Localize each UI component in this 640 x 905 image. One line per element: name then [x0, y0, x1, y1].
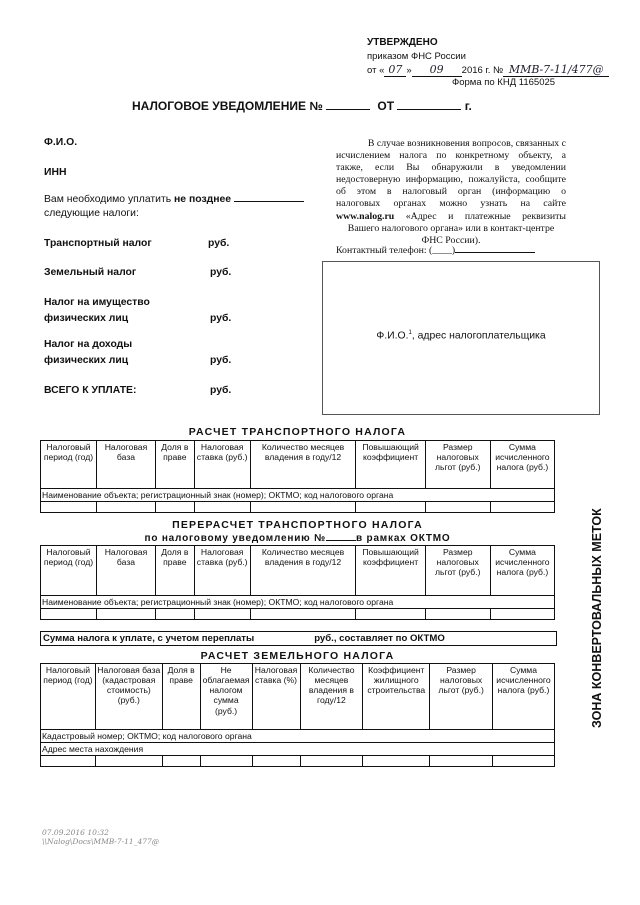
approval-date-line: [367, 63, 609, 77]
transport-h-period: Налоговый период (год): [41, 441, 97, 489]
recalc-h-rate: Налоговая ставка (руб.): [194, 546, 250, 596]
transport-h-base: Налоговая база: [96, 441, 155, 489]
pay-text-a: Вам необходимо уплатить: [44, 194, 172, 205]
transport-object-row: Наименование объекта; регистрационный знак (номер); ОКТМО; код налогового органа: [41, 489, 555, 502]
notice-year-suffix: г.: [464, 99, 472, 113]
land-h-benefits: Размер налоговых льгот (руб.): [430, 664, 493, 730]
transport-h-rate: Налоговая ставка (руб.): [194, 441, 250, 489]
pay-deadline-line: [44, 194, 304, 205]
notice-title-text: НАЛОГОВОЕ УВЕДОМЛЕНИЕ №: [132, 99, 323, 113]
transport-tax-table: [40, 440, 555, 513]
info-line-3: также, если Вы обнаружили в уведомлении: [336, 162, 566, 174]
sum-line-b: руб., составляет по ОКТМО: [314, 633, 445, 644]
inn-label: ИНН: [44, 167, 67, 178]
tax-land-unit: руб.: [210, 267, 232, 278]
info-site: www.nalog.ru: [336, 210, 395, 222]
recalc-tax-table: [40, 545, 555, 620]
land-h-exempt: Не облагаемая налогом сумма (руб.): [200, 664, 252, 730]
overpayment-sum-line: [40, 631, 557, 646]
pay-text-line2: следующие налоги:: [44, 208, 139, 219]
land-h-coef: Коэффициент жилищного строительства: [363, 664, 430, 730]
info-line-7-rest: «Адрес и платежные реквизиты: [405, 210, 566, 222]
info-line-1: В случае возникновения вопросов, связанных с: [367, 138, 566, 149]
recalc-empty-row: [41, 609, 555, 620]
recalc-notice-number-field: [326, 540, 356, 541]
print-stamp-path: \\Nalog\Docs\ММВ-7-11_477@: [42, 837, 160, 846]
land-section-title: РАСЧЕТ ЗЕМЕЛЬНОГО НАЛОГА: [200, 650, 395, 662]
pay-text-b: не позднее: [174, 194, 232, 205]
transport-h-benefits: Размер налоговых льгот (руб.): [425, 441, 490, 489]
tax-property-name: Налог на имущество: [44, 297, 150, 308]
tax-total-name: ВСЕГО К УПЛАТЕ:: [44, 385, 137, 396]
tax-total-unit: руб.: [210, 385, 232, 396]
tax-property-unit: руб.: [210, 313, 232, 324]
approval-day: 07: [384, 63, 406, 77]
notice-number-field: [326, 109, 370, 110]
date-mid: »: [406, 65, 412, 76]
approval-number: ММВ-7-11/477@: [503, 63, 609, 77]
land-h-months: Количество месяцев владения в году/12: [300, 664, 363, 730]
contact-phone-label: Контактный телефон: (____): [336, 245, 456, 256]
recalc-h-base: Налоговая база: [96, 546, 155, 596]
transport-h-months: Количество месяцев владения в году/12: [250, 441, 356, 489]
info-line-5: об этом в налоговый орган (информацию о: [336, 186, 566, 198]
info-line-4: недостоверную информацию, пожалуйста, сообщите: [336, 174, 566, 186]
recalc-object-row: Наименование объекта; регистрационный знак (номер); ОКТМО; код налогового органа: [41, 596, 555, 609]
transport-h-sum: Сумма исчисленного налога (руб.): [490, 441, 554, 489]
info-line-6: налоговых органах можно узнать на сайте: [336, 198, 566, 210]
transport-h-coef: Повышающий коэффициент: [356, 441, 425, 489]
recalc-section-title: ПЕРЕРАСЧЕТ ТРАНСПОРТНОГО НАЛОГА: [172, 519, 423, 531]
address-box-label: [322, 330, 600, 341]
tax-property-name2: физических лиц: [44, 313, 129, 324]
envelope-marks-zone: ЗОНА КОНВЕРТОВАЛЬНЫХ МЕТОК: [590, 508, 604, 728]
info-line-2: исчислением налога по конкретному объекту, а: [336, 150, 566, 162]
info-line-8: Вашего налогового органа» или в контакт-центре: [347, 222, 555, 234]
form-code: Форма по КНД 1165025: [452, 77, 556, 88]
fio-label: Ф.И.О.: [44, 137, 78, 148]
date-prefix: от «: [367, 65, 385, 76]
notice-from: ОТ: [377, 99, 395, 113]
contact-info-block: [336, 138, 566, 247]
recalc-h-share: Доля в праве: [156, 546, 195, 596]
transport-empty-row: [41, 502, 555, 513]
contact-phone-line: [336, 245, 535, 256]
approval-month: 09: [412, 63, 462, 77]
recalc-h-coef: Повышающий коэффициент: [356, 546, 425, 596]
recalc-subtitle: [40, 533, 555, 544]
land-h-period: Налоговый период (год): [41, 664, 96, 730]
transport-section-title: РАСЧЕТ ТРАНСПОРТНОГО НАЛОГА: [188, 426, 407, 438]
address-fio: Ф.И.О.: [376, 330, 409, 342]
recalc-sub-b: в рамках ОКТМО: [356, 533, 451, 544]
tax-transport-name: Транспортный налог: [44, 238, 152, 249]
land-cadastral-row: Кадастровый номер; ОКТМО; код налогового органа: [41, 730, 555, 743]
recalc-h-benefits: Размер налоговых льгот (руб.): [425, 546, 490, 596]
address-footnote: 1: [408, 330, 412, 336]
tax-income-name2: физических лиц: [44, 355, 129, 366]
land-h-sum: Сумма исчисленного налога (руб.): [492, 664, 554, 730]
land-h-share: Доля в праве: [162, 664, 200, 730]
contact-phone-field: [455, 252, 535, 253]
sum-line-a: Сумма налога к уплате, с учетом переплаты: [43, 633, 255, 644]
recalc-h-sum: Сумма исчисленного налога (руб.): [490, 546, 554, 596]
land-address-row: Адрес места нахождения: [41, 743, 555, 756]
recalc-sub-a: по налоговому уведомлению №: [144, 533, 327, 544]
approved-label: УТВЕРЖДЕНО: [367, 37, 438, 48]
land-h-rate: Налоговая ставка (%): [252, 664, 300, 730]
tax-land-name: Земельный налог: [44, 267, 137, 278]
order-label: приказом ФНС России: [367, 51, 466, 62]
tax-income-unit: руб.: [210, 355, 232, 366]
notice-date-field: [397, 109, 461, 110]
print-stamp-date: 07.09.2016 10:32: [42, 828, 109, 837]
pay-deadline-field: [234, 201, 304, 202]
land-h-base: Налоговая база (кадастровая стоимость) (руб.): [95, 664, 162, 730]
tax-income-name: Налог на доходы: [44, 339, 133, 350]
transport-h-share: Доля в праве: [156, 441, 195, 489]
land-tax-table: [40, 663, 555, 767]
approval-year: 2016 г. №: [461, 65, 504, 76]
print-stamp: [42, 828, 159, 846]
recalc-h-months: Количество месяцев владения в году/12: [250, 546, 356, 596]
recalc-h-period: Налоговый период (год): [41, 546, 97, 596]
notice-title: [132, 99, 472, 113]
address-rest: , адрес налогоплательщика: [411, 330, 546, 342]
tax-transport-unit: руб.: [208, 238, 230, 249]
info-line-7: [336, 211, 566, 223]
land-empty-row: [41, 756, 555, 767]
info-line-9: ФНС России).: [421, 234, 481, 246]
